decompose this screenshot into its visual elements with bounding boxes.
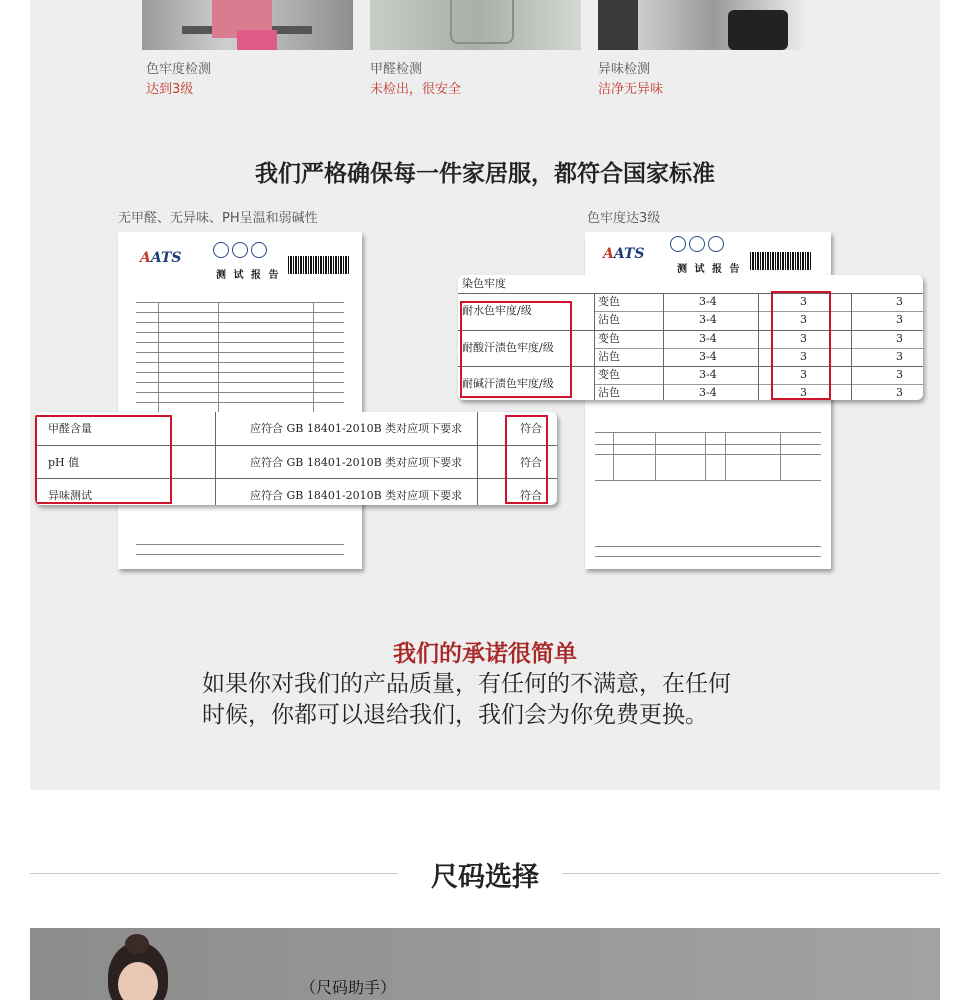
group-name: 耐酸汗渍色牢度/级 (462, 341, 554, 354)
formaldehyde-result-table (35, 412, 557, 505)
colorfastness-test-photo (142, 0, 353, 50)
row-type: 沾色 (598, 313, 620, 326)
ats-logo: AATS (603, 246, 645, 262)
group-name: 耐碱汗渍色牢度/级 (462, 377, 554, 390)
promise-text (202, 669, 802, 731)
row-value: 3 (800, 332, 807, 345)
table-cell-requirement: 应符合 GB 18401-2010B 类对应项下要求 (250, 489, 463, 502)
inspection-name: 色牢度检测 (146, 62, 212, 77)
table-cell-requirement: 应符合 GB 18401-2010B 类对应项下要求 (250, 422, 463, 435)
row-value: 3 (800, 295, 807, 308)
table-cell-verdict: 符合 (520, 456, 542, 469)
report-title: 测 试 报 告 (677, 264, 742, 275)
row-value: 3 (896, 368, 903, 381)
size-section-title: 尺码选择 (431, 862, 539, 893)
row-type: 沾色 (598, 386, 620, 399)
section-label: 染色牢度 (462, 277, 506, 290)
row-type: 变色 (598, 368, 620, 381)
size-banner (30, 928, 940, 1000)
inspection-name: 异味检测 (598, 62, 651, 77)
left-report-caption: 无甲醛、无异味、PH呈温和弱碱性 (118, 211, 318, 226)
inspection-caption-2 (370, 60, 461, 100)
inspection-name: 甲醛检测 (370, 62, 423, 77)
row-value: 3-4 (699, 295, 717, 308)
highlight-box (35, 415, 172, 504)
row-value: 3 (800, 313, 807, 326)
right-report-caption: 色牢度达3级 (587, 211, 661, 226)
certification-icons (213, 242, 267, 258)
left-test-report (118, 232, 362, 569)
row-value: 3 (800, 386, 807, 399)
inspection-result: 达到3级 (146, 82, 194, 97)
row-value: 3-4 (699, 386, 717, 399)
certification-icons (670, 236, 724, 252)
row-value: 3-4 (699, 332, 717, 345)
row-type: 沾色 (598, 350, 620, 363)
promise-line: 如果你对我们的产品质量，有任何的不满意，在任何 (202, 671, 731, 697)
row-value: 3-4 (699, 350, 717, 363)
table-cell-item: 异味测试 (48, 489, 92, 502)
report-title: 测 试 报 告 (216, 270, 281, 281)
row-value: 3 (896, 332, 903, 345)
standard-heading: 我们严格确保每一件家居服，都符合国家标准 (255, 161, 715, 187)
row-value: 3-4 (699, 313, 717, 326)
row-value: 3 (896, 313, 903, 326)
table-cell-item: pH 值 (48, 456, 80, 469)
table-cell-verdict: 符合 (520, 422, 542, 435)
row-value: 3 (800, 368, 807, 381)
promise-line: 时候，你都可以退给我们，我们会为你免费更换。 (202, 702, 708, 728)
highlight-box (505, 415, 548, 504)
row-value: 3 (896, 386, 903, 399)
row-value: 3 (896, 350, 903, 363)
row-value: 3-4 (699, 368, 717, 381)
row-type: 变色 (598, 332, 620, 345)
odor-test-photo (598, 0, 809, 50)
table-cell-item: 甲醛含量 (48, 422, 92, 435)
table-cell-requirement: 应符合 GB 18401-2010B 类对应项下要求 (250, 456, 463, 469)
row-value: 3 (800, 350, 807, 363)
ats-logo: AATS (140, 250, 182, 266)
size-helper-label[interactable]: （尺码助手） (300, 978, 397, 997)
inspection-result: 未检出，很安全 (370, 82, 462, 97)
colorfastness-result-table (458, 275, 923, 400)
row-value: 3 (896, 295, 903, 308)
inspection-caption-3 (598, 60, 663, 100)
group-name: 耐水色牢度/级 (462, 304, 532, 317)
formaldehyde-test-photo (370, 0, 581, 50)
inspection-caption-1 (146, 60, 211, 100)
barcode (750, 252, 812, 270)
barcode (288, 256, 350, 274)
inspection-result: 洁净无异味 (598, 82, 664, 97)
table-cell-verdict: 符合 (520, 489, 542, 502)
highlight-box (460, 301, 572, 398)
promise-title: 我们的承诺很简单 (393, 641, 577, 667)
row-type: 变色 (598, 295, 620, 308)
highlight-box (771, 291, 831, 400)
